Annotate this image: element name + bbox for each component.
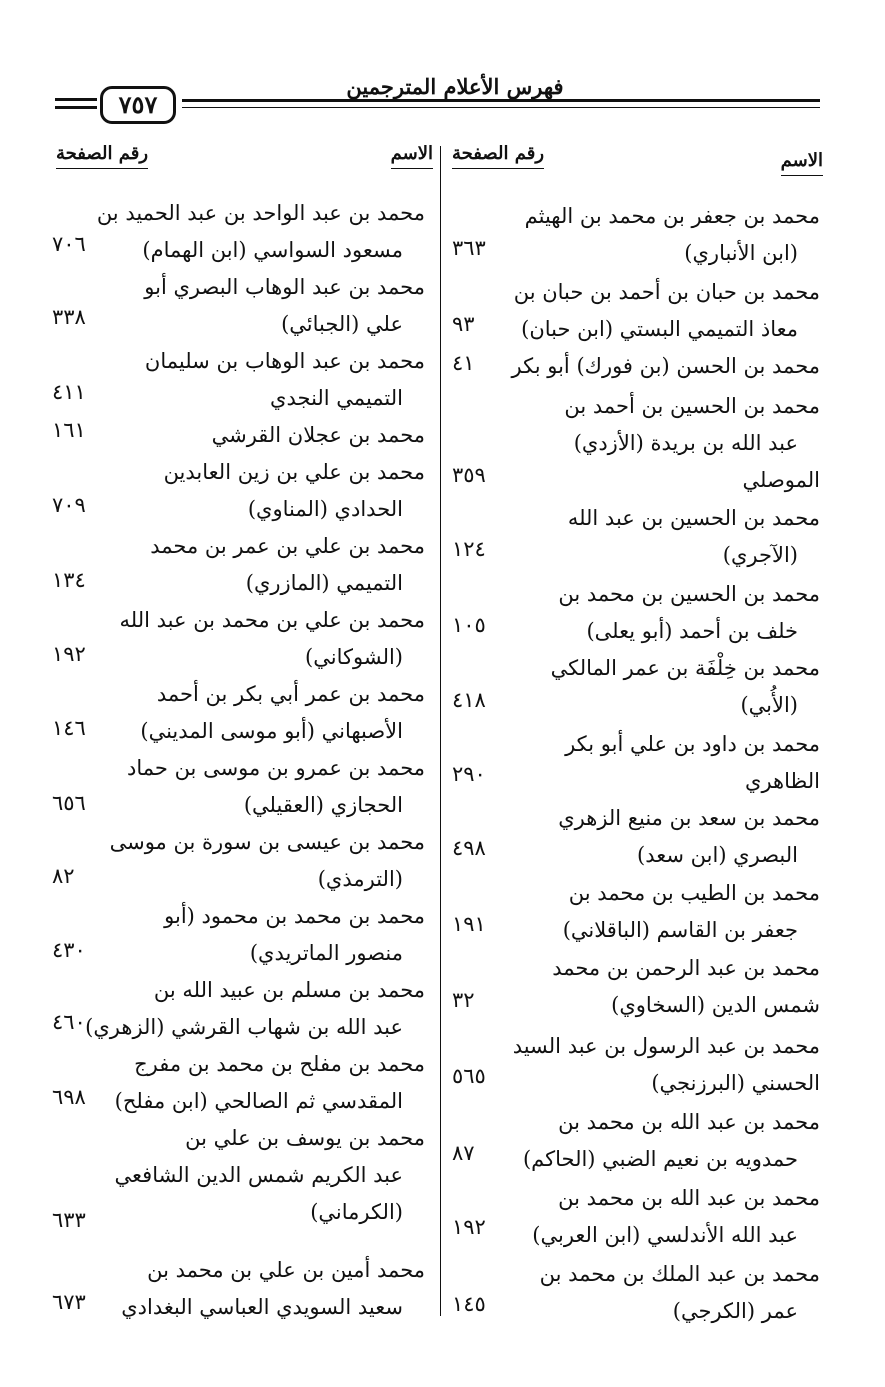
index-entry [70, 1120, 425, 1231]
entry-line-1: محمد بن عبد الواحد بن عبد الحميد بن [96, 201, 425, 225]
entry-line-2: (الآجري) [722, 543, 798, 567]
entry-line-2: عبد الكريم شمس الدين الشافعي [114, 1163, 403, 1187]
entry-line-2: الأصبهاني (أبو موسى المديني) [140, 719, 403, 743]
index-entry [490, 388, 820, 499]
index-entry [490, 576, 820, 650]
entry-line-1: محمد بن الطيب بن محمد بن [568, 881, 820, 905]
entry-page-number: ٦٩٨ [52, 1085, 86, 1109]
entry-line-2: جعفر بن القاسم (الباقلاني) [562, 918, 798, 942]
entry-line-1: محمد بن خِلْفَة بن عمر المالكي [550, 656, 820, 680]
page-number: ٧٥٧ [100, 86, 176, 124]
entry-line-2: مسعود السواسي (ابن الهمام) [142, 238, 403, 262]
index-entry [70, 454, 425, 528]
entry-page-number: ١٢٤ [452, 537, 486, 561]
entry-page-number: ١٩١ [452, 912, 486, 936]
entry-line-1: محمد بن عمر أبي بكر بن أحمد [156, 682, 425, 706]
entry-line-2: شمس الدين (السخاوي) [611, 993, 820, 1017]
index-entry [490, 198, 820, 272]
entry-line-2: عبد الله بن بريدة (الأزدي) [573, 431, 798, 455]
header-rule-right-top [182, 99, 820, 102]
entry-line-2: الحجازي (العقيلي) [243, 793, 403, 817]
entry-page-number: ١٦١ [52, 418, 86, 442]
entry-line-1: محمد بن مسلم بن عبيد الله بن [153, 978, 425, 1002]
right-page-header-label: رقم الصفحة [452, 143, 544, 169]
entry-line-1: محمد بن داود بن علي أبو بكر [565, 732, 820, 756]
entry-line-2: المقدسي ثم الصالحي (ابن مفلح) [114, 1089, 403, 1113]
entry-line-1: محمد بن عجلان القرشي [211, 423, 425, 447]
entry-line-2: سعيد السويدي العباسي البغدادي [121, 1295, 403, 1319]
entry-page-number: ٨٧ [452, 1141, 475, 1165]
entry-page-number: ٣٢ [452, 988, 475, 1012]
right-page-header [452, 143, 544, 164]
entry-line-1: محمد بن عبد الله بن محمد بن [558, 1110, 820, 1134]
entry-page-number: ٦٧٣ [52, 1290, 86, 1314]
index-entry [490, 348, 820, 385]
entry-line-2: منصور الماتريدي) [249, 941, 403, 965]
entry-page-number: ١٤٦ [52, 716, 86, 740]
entry-line-2: الحسني (البرزنجي) [651, 1071, 820, 1095]
entry-line-2: التميمي النجدي [270, 386, 403, 410]
entry-line-2: عبد الله الأندلسي (ابن العربي) [532, 1223, 798, 1247]
entry-line-1: محمد بن سعد بن منيع الزهري [558, 806, 820, 830]
entry-page-number: ٩٣ [452, 312, 475, 336]
entry-line-2: علي (الجبائي) [281, 312, 403, 336]
index-entry [70, 195, 425, 269]
entry-line-1: محمد بن علي بن زين العابدين [163, 460, 425, 484]
entry-line-1: محمد بن جعفر بن محمد بن الهيثم [524, 204, 820, 228]
entry-page-number: ٦٥٦ [52, 791, 86, 815]
entry-line-1: محمد بن علي بن محمد بن عبد الله [119, 608, 425, 632]
left-page-header [56, 143, 148, 164]
entry-line-1: محمد بن عبد الوهاب بن سليمان [144, 349, 425, 373]
entry-line-1: محمد بن الحسين بن محمد بن [558, 582, 820, 606]
index-entry [490, 500, 820, 574]
entry-line-2: حمدويه بن نعيم الضبي (الحاكم) [522, 1147, 798, 1171]
entry-page-number: ٤٣٠ [52, 938, 86, 962]
index-entry [70, 1046, 425, 1120]
index-entry [70, 269, 425, 343]
entry-line-1: محمد بن عيسى بن سورة بن موسى [109, 830, 425, 854]
header-rule-right-bottom [182, 107, 820, 108]
entry-page-number: ١٣٤ [52, 568, 86, 592]
entry-line-1: محمد بن الحسين بن عبد الله [567, 506, 820, 530]
entry-page-number: ١٩٢ [452, 1215, 486, 1239]
entry-line-2: عبد الله بن شهاب القرشي (الزهري) [85, 1015, 403, 1039]
index-entry [490, 800, 820, 874]
entry-page-number: ٤١١ [52, 380, 86, 404]
index-entry [490, 650, 820, 724]
entry-line-2: معاذ التميمي البستي (ابن حبان) [521, 317, 798, 341]
page-title: فهرس الأعلام المترجمين [346, 74, 564, 99]
entry-line-1: محمد أمين بن علي بن محمد بن [147, 1258, 425, 1282]
entry-line-1: محمد بن مفلح بن محمد بن مفرج [134, 1052, 425, 1076]
header-rule-left-top [55, 98, 97, 101]
column-divider [440, 146, 441, 1316]
left-name-header [391, 143, 433, 164]
index-entry [490, 726, 820, 800]
entry-page-number: ٤١ [452, 351, 475, 375]
right-name-header [781, 150, 823, 171]
entry-page-number: ٤٦٠ [52, 1010, 86, 1034]
index-entry [70, 602, 425, 676]
left-page-header-label: رقم الصفحة [56, 143, 148, 169]
entry-line-2: عمر (الكرجي) [672, 1299, 798, 1323]
entry-line-2: (الأُبي) [740, 693, 798, 717]
index-entry [70, 824, 425, 898]
entry-page-number: ٢٩٠ [452, 762, 486, 786]
index-entry [70, 972, 425, 1046]
entry-page-number: ٥٦٥ [452, 1064, 486, 1088]
entry-page-number: ٣٣٨ [52, 305, 86, 329]
index-entry [70, 343, 425, 417]
left-name-header-label: الاسم [391, 143, 433, 169]
entry-line-1: محمد بن عمرو بن موسى بن حماد [127, 756, 425, 780]
entry-page-number: ٧٠٦ [52, 232, 86, 256]
index-entry [70, 898, 425, 972]
index-entry [490, 875, 820, 949]
index-entry [70, 676, 425, 750]
index-entry [490, 274, 820, 348]
entry-page-number: ٤٩٨ [452, 836, 486, 860]
index-entry [490, 1180, 820, 1254]
entry-line-2: خلف بن أحمد (أبو يعلى) [586, 619, 798, 643]
entry-line-1: محمد بن عبد الملك بن محمد بن [539, 1262, 820, 1286]
entry-page-number: ١٠٥ [452, 613, 486, 637]
entry-line-1: محمد بن علي بن عمر بن محمد [150, 534, 425, 558]
right-name-header-label: الاسم [781, 150, 823, 176]
entry-line-1: محمد بن الحسن (بن فورك) أبو بكر [511, 354, 820, 378]
entry-line-1: محمد بن يوسف بن علي بن [185, 1126, 425, 1150]
index-entry [70, 1252, 425, 1326]
entry-page-number: ٧٠٩ [52, 493, 86, 517]
entry-line-1: محمد بن حبان بن أحمد بن حبان بن [513, 280, 820, 304]
header-rule-left-bottom [55, 106, 97, 109]
index-entry [490, 1028, 820, 1102]
entry-line-1: محمد بن عبد الرحمن بن محمد [552, 956, 820, 980]
entry-line-2: البصري (ابن سعد) [637, 843, 798, 867]
index-entry [70, 528, 425, 602]
entry-line-1: محمد بن الحسين بن أحمد بن [564, 394, 820, 418]
entry-page-number: ١٩٢ [52, 642, 86, 666]
entry-page-number: ٤١٨ [452, 688, 486, 712]
entry-line-1: محمد بن عبد الوهاب البصري أبو [144, 275, 425, 299]
index-entry [70, 750, 425, 824]
entry-line-1: محمد بن عبد الله بن محمد بن [558, 1186, 820, 1210]
entry-line-2: (ابن الأنباري) [684, 241, 798, 265]
entry-line-1: محمد بن محمد بن محمود (أبو [164, 904, 425, 928]
entry-line-2: (الترمذي) [317, 867, 403, 891]
entry-page-number: ٨٢ [52, 864, 75, 888]
index-entry [490, 1104, 820, 1178]
index-entry [490, 1256, 820, 1330]
entry-line-2: التميمي (المازري) [245, 571, 403, 595]
entry-line-3: (الكرماني) [310, 1200, 403, 1224]
entry-page-number: ٣٦٣ [452, 236, 486, 260]
entry-line-1: محمد بن عبد الرسول بن عبد السيد [512, 1034, 820, 1058]
entry-line-2: الحدادي (المناوي) [247, 497, 403, 521]
entry-line-2: (الشوكاني) [305, 645, 403, 669]
entry-line-2: الظاهري [745, 769, 820, 793]
index-entry [70, 417, 425, 454]
entry-page-number: ٣٥٩ [452, 463, 486, 487]
entry-page-number: ٦٣٣ [52, 1208, 86, 1232]
index-entry [490, 950, 820, 1024]
entry-page-number: ١٤٥ [452, 1292, 486, 1316]
entry-line-3: الموصلي [742, 468, 820, 492]
